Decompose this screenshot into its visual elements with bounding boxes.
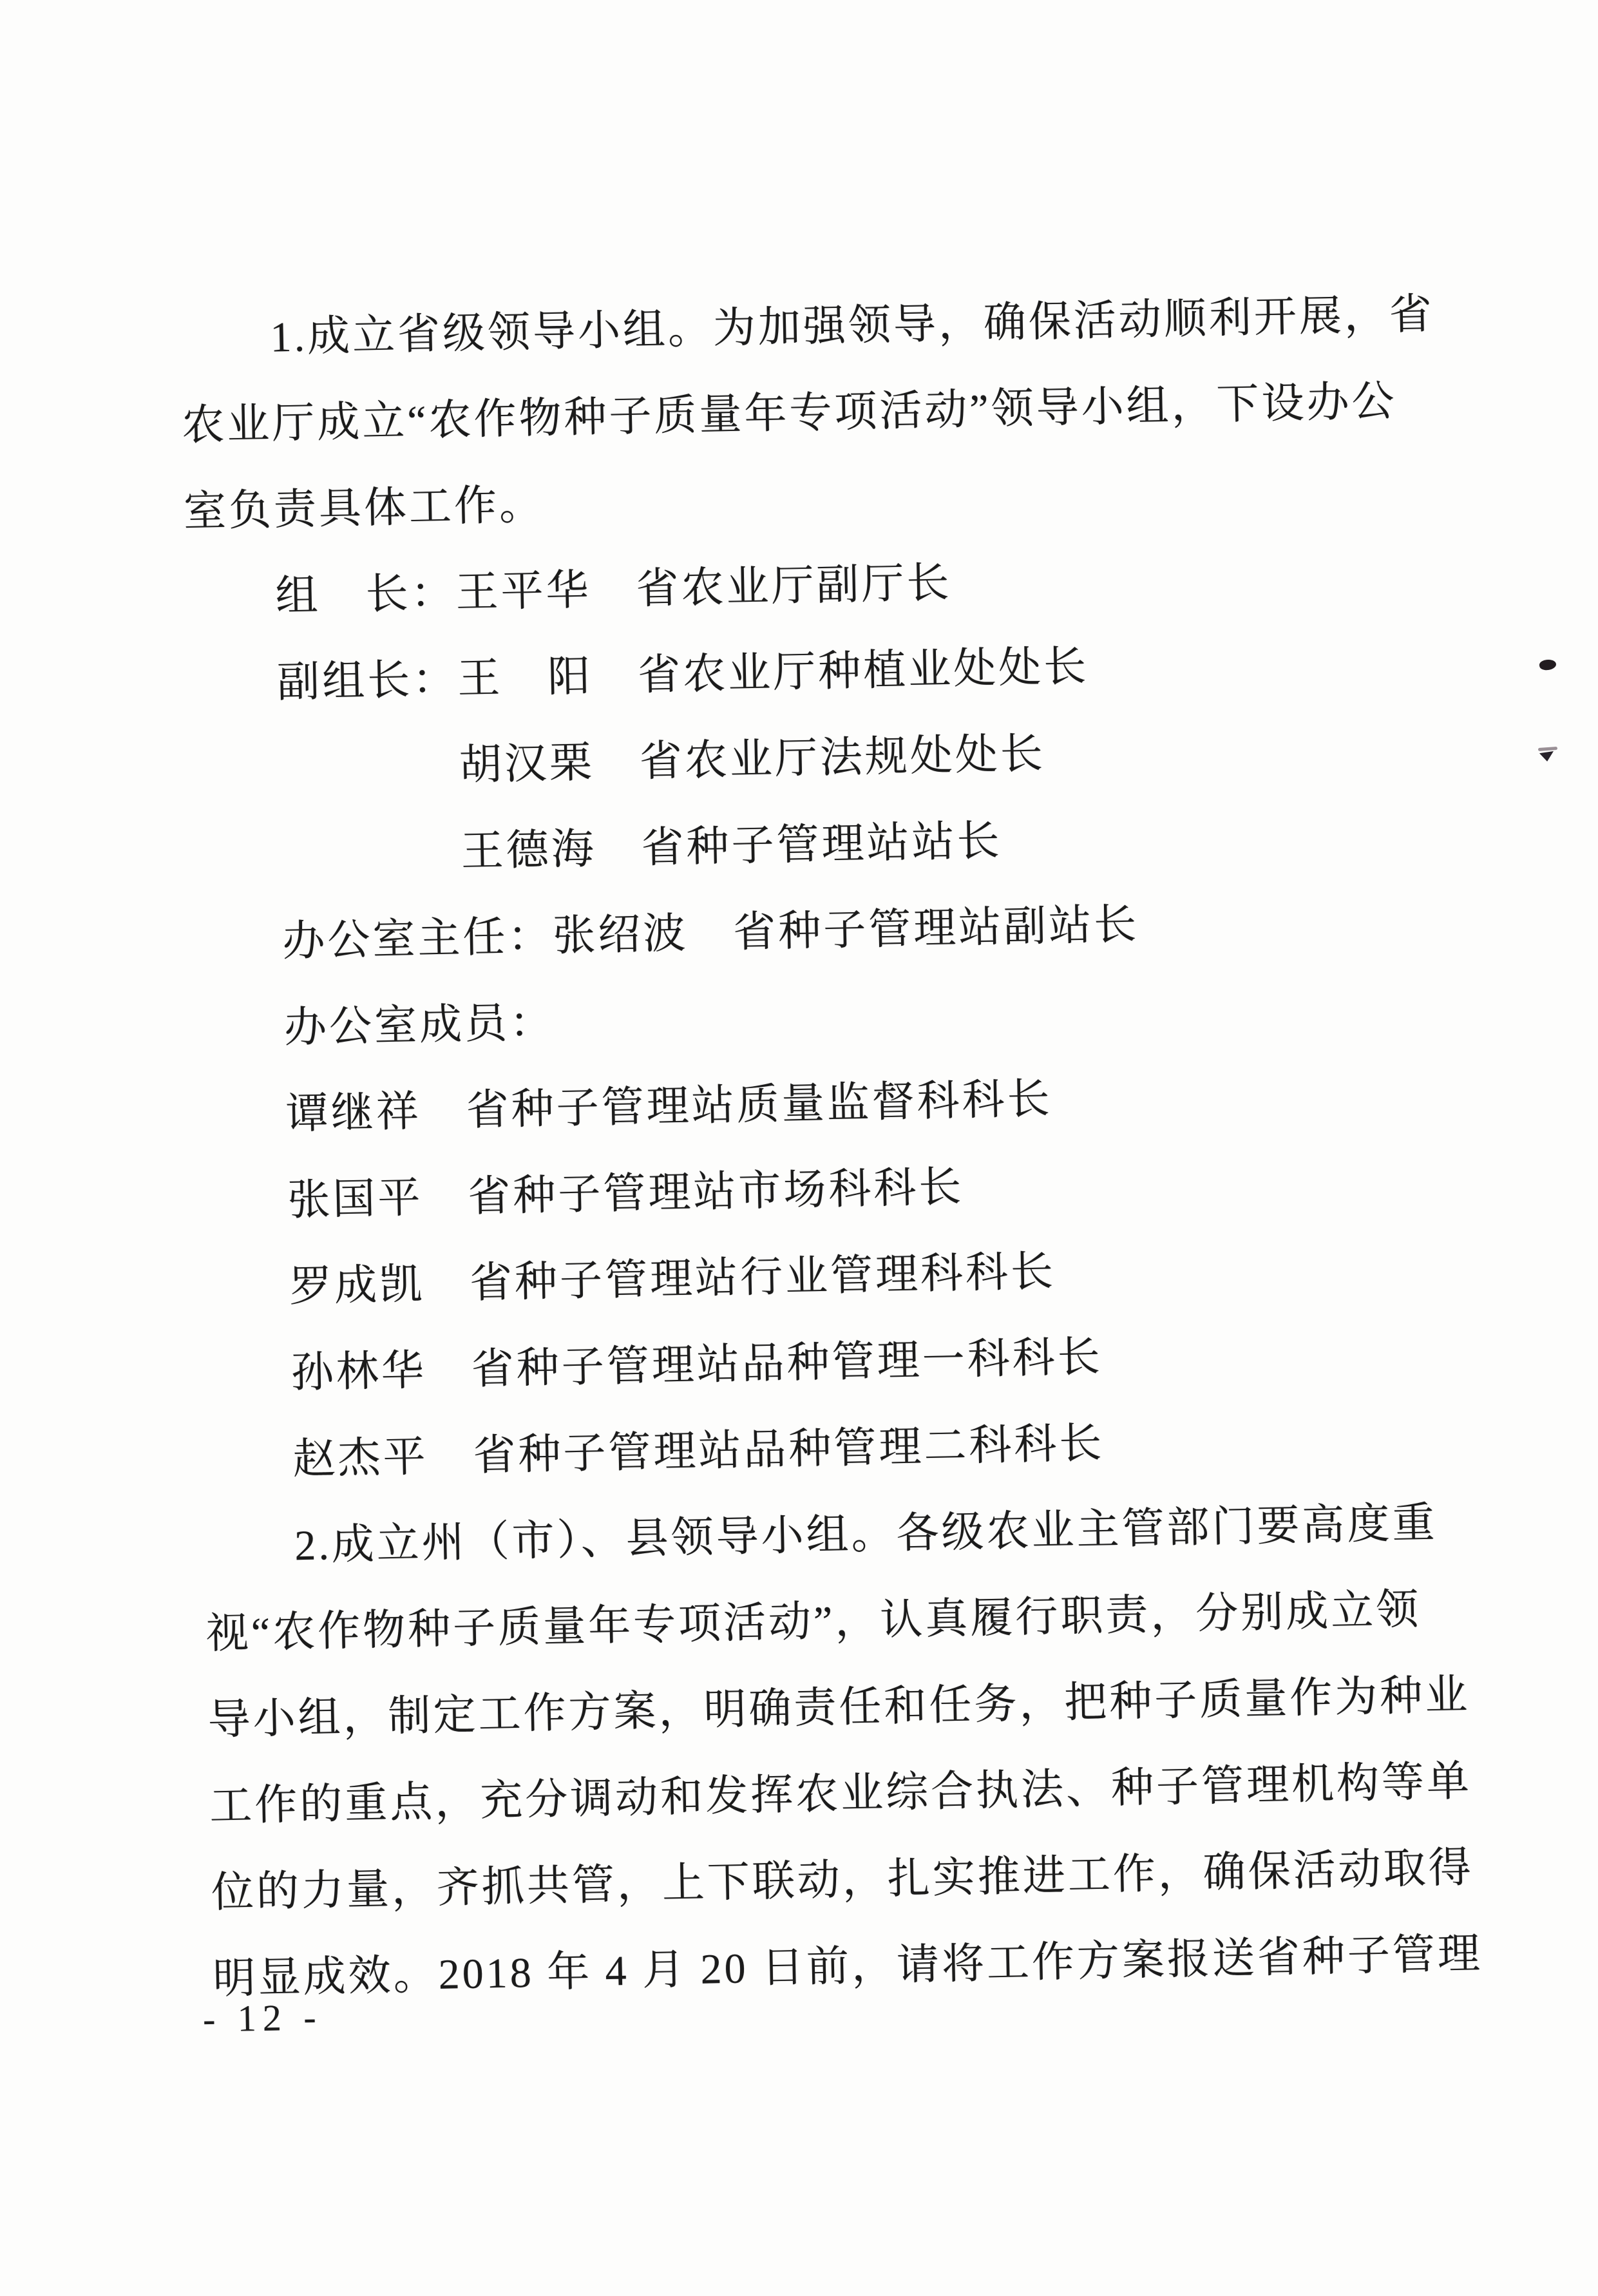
text-line: 孙林华 省种子管理站品种管理一科科长 bbox=[290, 1334, 1103, 1397]
page-number: - 12 - bbox=[202, 1996, 323, 2040]
text-line: 位的力量，齐抓共管，上下联动，扎实推进工作，确保活动取得 bbox=[211, 1844, 1474, 1917]
text-line: 谭继祥 省种子管理站质量监督科科长 bbox=[285, 1075, 1053, 1138]
text-line: 罗成凯 省种子管理站行业管理科科长 bbox=[289, 1248, 1056, 1311]
text-line: 农业厅成立“农作物种子质量年专项活动”领导小组，下设办公 bbox=[181, 378, 1398, 450]
ink-speck bbox=[1537, 747, 1557, 763]
ink-speck bbox=[1539, 658, 1557, 671]
text-line: 胡汉栗 省农业厅法规处处长 bbox=[459, 730, 1046, 789]
text-line: 王德海 省种子管理站站长 bbox=[460, 817, 1003, 875]
text-line: 组 长：王平华 省农业厅副厅长 bbox=[274, 559, 953, 620]
text-line: 1.成立省级领导小组。为加强领导，确保活动顺利开展，省 bbox=[269, 291, 1435, 361]
text-line: 办公室成员： bbox=[283, 999, 555, 1052]
text-line: 视“农作物种子质量年专项活动”，认真履行职责，分别成立领 bbox=[205, 1586, 1422, 1658]
text-line: 明显成效。2018 年 4 月 20 日前，请将工作方案报送省种子管理 bbox=[213, 1930, 1483, 2003]
text-line: 导小组，制定工作方案，明确责任和任务，把种子质量作为种业 bbox=[207, 1671, 1471, 1744]
text-line: 室负责具体工作。 bbox=[183, 481, 545, 536]
text-line: 办公室主任：张绍波 省种子管理站副站长 bbox=[281, 901, 1139, 966]
document-text-block bbox=[179, 271, 1508, 2023]
text-line: 2.成立州（市）、县领导小组。各级农业主管部门要高度重 bbox=[294, 1499, 1438, 1570]
text-line: 赵杰平 省种子管理站品种管理二科科长 bbox=[292, 1419, 1105, 1484]
text-line: 工作的重点，充分调动和发挥农业综合执法、种子管理机构等单 bbox=[209, 1757, 1472, 1830]
text-line: 张国平 省种子管理站市场科科长 bbox=[287, 1163, 965, 1225]
text-line: 副组长：王 阳 省农业厅种植业处处长 bbox=[276, 643, 1089, 707]
